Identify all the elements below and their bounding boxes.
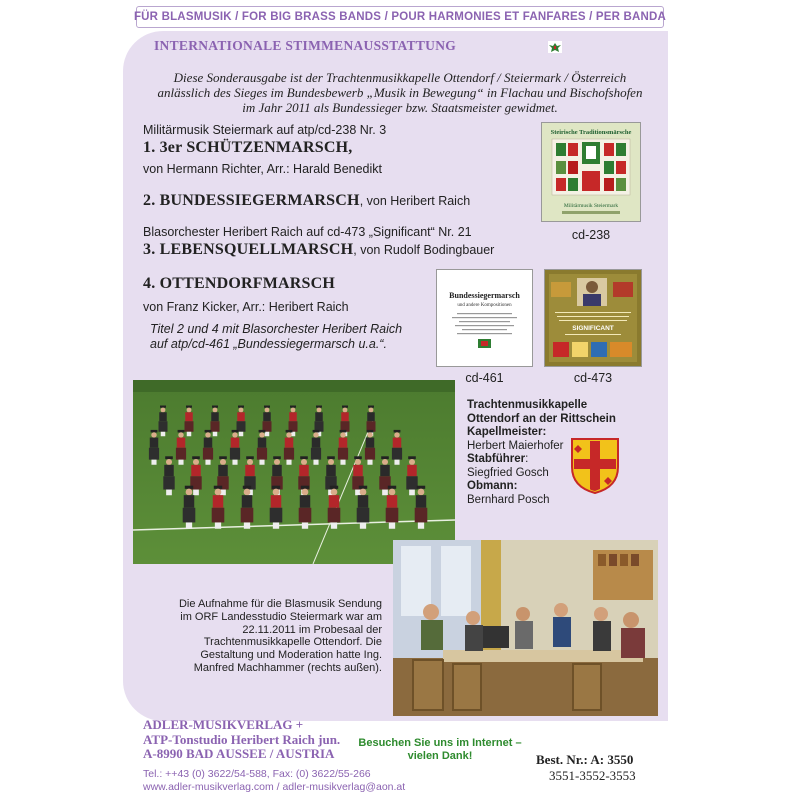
publisher-line-3: A-8990 BAD AUSSEE / AUSTRIA <box>143 746 335 761</box>
kapellmeister-label: Kapellmeister <box>467 426 543 438</box>
track-3 <box>143 241 494 259</box>
web-note-line-1: Besuchen Sie uns im Internet – <box>358 737 522 749</box>
publisher-line-1: ADLER-MUSIKVERLAG + <box>143 717 304 732</box>
track-3-credit: , von Rudolf Bodingbauer <box>353 243 495 257</box>
track-4-credit: von Franz Kicker, Arr.: Heribert Raich <box>143 300 349 314</box>
web-note <box>350 737 530 763</box>
section-title: INTERNATIONALE STIMMENAUSSTATTUNG <box>154 38 457 53</box>
dedication-line: im Jahr 2011 als Bundessieger bzw. Staatsmeister gewidmet. <box>242 100 558 115</box>
publisher-line-2: ATP-Tonstudio Heribert Raich jun. <box>143 731 341 747</box>
top-banner: FÜR BLASMUSIK / FOR BIG BRASS BANDS / POUR HARMONIES ET FANFARES / PER BANDA <box>136 6 664 28</box>
order-numbers: 3551-3552-3553 <box>549 768 636 783</box>
track-2-credit: , von Heribert Raich <box>359 194 471 208</box>
cd-238-label: cd-238 <box>571 228 611 242</box>
obmann-value: Bernhard Posch <box>467 493 550 506</box>
cd-461-cover <box>436 269 533 367</box>
studio-photo <box>393 540 658 716</box>
order-number: Best. Nr.: A: 3550 <box>536 752 634 767</box>
cd-461-label: cd-461 <box>465 371 504 385</box>
stabfuehrer-label: Stabführer <box>467 453 526 465</box>
track-3-title: 3. LEBENSQUELLMARSCH <box>143 241 354 258</box>
cd-473-cover <box>544 269 642 367</box>
marching-band-photo <box>133 380 455 564</box>
track-4-title: 4. OTTENDORFMARSCH <box>143 275 336 292</box>
cd-473-cover-title: SIGNIFICANT <box>572 325 614 332</box>
dedication-line: anlässlich des Sieges im Bundesbewerb „Musik in Bewegung“ in Flachau und Bischofshofen <box>157 85 643 100</box>
track-1-credit: von Hermann Richter, Arr.: Harald Benedikt <box>143 162 383 176</box>
dedication-text <box>140 70 660 115</box>
cd-238-cover-title: Steirische Traditionsmärsche <box>550 129 632 136</box>
track-2 <box>143 192 470 210</box>
website-email-link[interactable]: www.adler-musikverlag.com / adler-musikverlag@aon.at <box>143 780 406 793</box>
cd-238-cover-sub: Militärmusik Steiermark <box>563 203 619 209</box>
obmann-label: Obmann <box>467 480 514 492</box>
photo-caption: Die Aufnahme für die Blasmusik Sendung im ORF Landesstudio Steiermark war am 22.11.2011 im Probesaal der Trachtenmusikkapelle Ottendorf. Die Gestaltung und Moderation hatte Ing. Manfred Machhammer (rechts außen). <box>178 598 382 674</box>
eagle-logo-icon <box>548 41 562 53</box>
band-name-line-2: Ottendorf an der Rittschein <box>467 412 616 425</box>
track-1-title: 1. 3er SCHÜTZENMARSCH, <box>143 139 353 156</box>
dedication-line: Diese Sonderausgabe ist der Trachtenmusikkapelle Ottendorf / Steiermark / Österreich <box>173 70 627 85</box>
note-line-2: auf atp/cd-461 „Bundessiegermarsch u.a.“. <box>150 337 387 351</box>
cd-461-cover-sub: und andere Kompositionen <box>457 303 512 308</box>
stabfuehrer-value: Siegfried Gosch <box>467 466 549 479</box>
note-line-1: Titel 2 und 4 mit Blasorchester Heribert Raich <box>150 322 403 336</box>
cd-473-label: cd-473 <box>573 371 613 385</box>
cd-238-cover <box>541 122 641 222</box>
coat-of-arms-icon <box>570 437 620 495</box>
publisher-block <box>143 718 340 762</box>
kapellmeister-value: Herbert Maierhofer <box>467 439 564 452</box>
contact-block <box>143 768 405 793</box>
band-name-line-1: Trachtenmusikkapelle <box>467 399 588 411</box>
track-2-title: 2. BUNDESSIEGERMARSCH <box>143 192 360 209</box>
track-source-2: Blasorchester Heribert Raich auf cd-473 „Significant“ Nr. 21 <box>143 225 472 239</box>
phone-fax: Tel.: ++43 (0) 3622/54-588, Fax: (0) 3622/55-266 <box>143 768 371 780</box>
web-note-line-2: vielen Dank! <box>407 750 473 762</box>
track-source-1: Militärmusik Steiermark auf atp/cd-238 Nr. 3 <box>143 123 387 137</box>
band-info: Trachtenmusikkapelle Ottendorf an der Rittschein Kapellmeister: Herbert Maierhofer Stabführer: Siegfried Gosch Obmann: Bernhard Posch <box>467 399 616 506</box>
cd-461-cover-title: Bundessiegermarsch <box>449 291 520 300</box>
